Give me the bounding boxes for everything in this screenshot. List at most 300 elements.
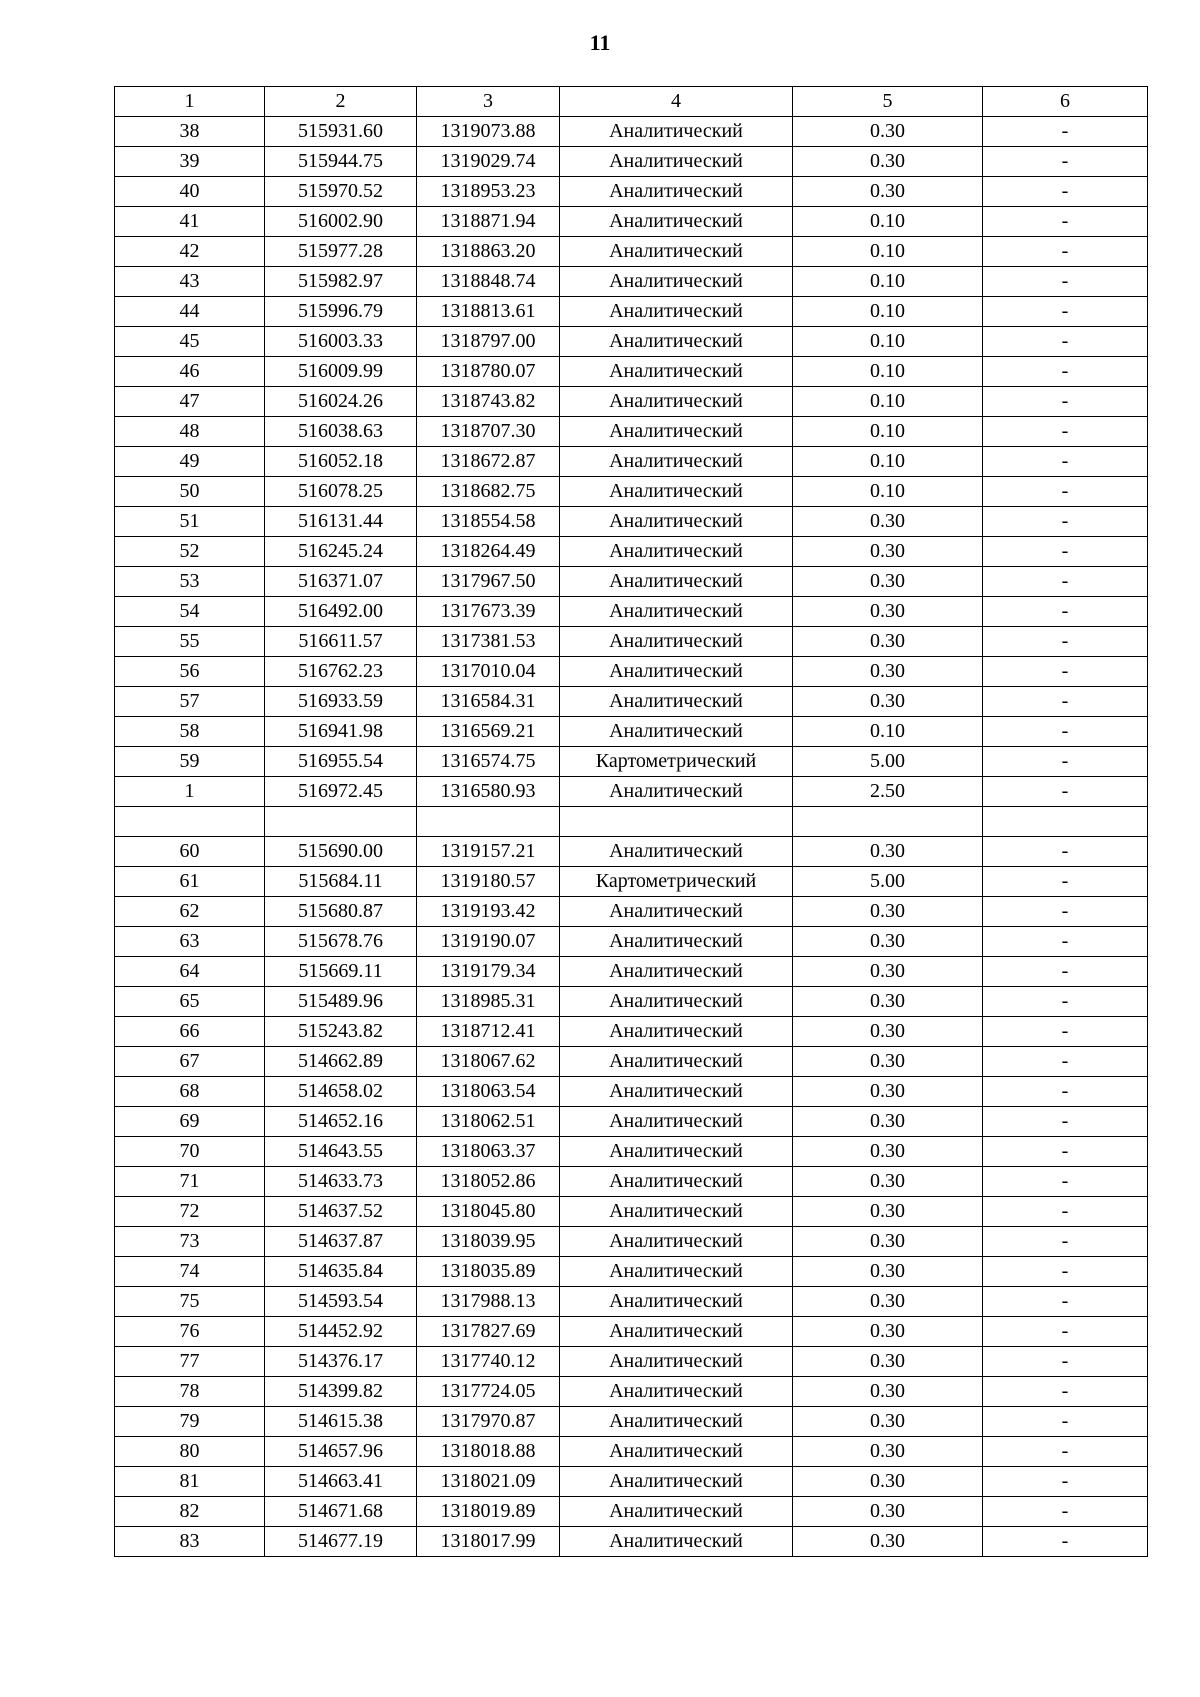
cell-x-coordinate: 514615.38 <box>265 1407 417 1437</box>
cell-y-coordinate: 1318797.00 <box>417 327 560 357</box>
cell-x-coordinate: 514637.87 <box>265 1227 417 1257</box>
cell-accuracy: 0.30 <box>793 657 983 687</box>
cell-note: - <box>983 1227 1148 1257</box>
cell-accuracy: 0.10 <box>793 237 983 267</box>
table-row <box>115 927 1148 957</box>
cell-point-number: 39 <box>115 147 265 177</box>
cell-y-coordinate: 1318682.75 <box>417 477 560 507</box>
cell-note: - <box>983 177 1148 207</box>
cell-x-coordinate: 516245.24 <box>265 537 417 567</box>
cell-note: - <box>983 567 1148 597</box>
cell-note: - <box>983 1017 1148 1047</box>
table-row <box>115 507 1148 537</box>
cell-point-number: 80 <box>115 1437 265 1467</box>
cell-y-coordinate <box>417 807 560 837</box>
cell-x-coordinate: 516009.99 <box>265 357 417 387</box>
table-row <box>115 1077 1148 1107</box>
cell-x-coordinate: 514677.19 <box>265 1527 417 1557</box>
cell-point-number: 81 <box>115 1467 265 1497</box>
cell-y-coordinate: 1318848.74 <box>417 267 560 297</box>
cell-point-number: 61 <box>115 867 265 897</box>
cell-x-coordinate: 516131.44 <box>265 507 417 537</box>
cell-note: - <box>983 117 1148 147</box>
cell-x-coordinate: 515977.28 <box>265 237 417 267</box>
table-row <box>115 687 1148 717</box>
cell-note: - <box>983 267 1148 297</box>
cell-x-coordinate: 514635.84 <box>265 1257 417 1287</box>
cell-note: - <box>983 1527 1148 1557</box>
cell-method: Аналитический <box>560 1497 793 1527</box>
cell-accuracy: 0.30 <box>793 597 983 627</box>
cell-x-coordinate <box>265 807 417 837</box>
cell-method: Аналитический <box>560 1017 793 1047</box>
cell-point-number: 78 <box>115 1377 265 1407</box>
cell-accuracy: 0.30 <box>793 957 983 987</box>
header-cell-6: 6 <box>983 87 1148 117</box>
cell-method: Аналитический <box>560 1467 793 1497</box>
cell-x-coordinate: 514593.54 <box>265 1287 417 1317</box>
cell-note: - <box>983 1437 1148 1467</box>
cell-x-coordinate: 514633.73 <box>265 1167 417 1197</box>
cell-y-coordinate: 1318067.62 <box>417 1047 560 1077</box>
cell-y-coordinate: 1316584.31 <box>417 687 560 717</box>
cell-y-coordinate: 1318863.20 <box>417 237 560 267</box>
cell-y-coordinate: 1316569.21 <box>417 717 560 747</box>
table-row <box>115 897 1148 927</box>
cell-accuracy: 0.30 <box>793 1197 983 1227</box>
table-row <box>115 1197 1148 1227</box>
table-row <box>115 957 1148 987</box>
cell-y-coordinate: 1317010.04 <box>417 657 560 687</box>
cell-accuracy: 0.30 <box>793 117 983 147</box>
cell-method: Аналитический <box>560 897 793 927</box>
cell-point-number: 75 <box>115 1287 265 1317</box>
cell-accuracy: 0.30 <box>793 1287 983 1317</box>
cell-y-coordinate: 1318871.94 <box>417 207 560 237</box>
cell-accuracy: 0.30 <box>793 1137 983 1167</box>
cell-method: Аналитический <box>560 957 793 987</box>
table-row <box>115 717 1148 747</box>
cell-x-coordinate: 515680.87 <box>265 897 417 927</box>
cell-accuracy: 0.30 <box>793 567 983 597</box>
cell-y-coordinate: 1317381.53 <box>417 627 560 657</box>
table-row <box>115 387 1148 417</box>
cell-y-coordinate: 1318039.95 <box>417 1227 560 1257</box>
table-row <box>115 267 1148 297</box>
cell-point-number: 54 <box>115 597 265 627</box>
cell-x-coordinate: 514399.82 <box>265 1377 417 1407</box>
cell-note: - <box>983 987 1148 1017</box>
cell-note: - <box>983 1107 1148 1137</box>
cell-x-coordinate: 516933.59 <box>265 687 417 717</box>
cell-x-coordinate: 514671.68 <box>265 1497 417 1527</box>
cell-note: - <box>983 657 1148 687</box>
cell-x-coordinate: 515982.97 <box>265 267 417 297</box>
cell-method <box>560 807 793 837</box>
cell-accuracy: 0.10 <box>793 267 983 297</box>
cell-accuracy: 0.10 <box>793 387 983 417</box>
cell-y-coordinate: 1318017.99 <box>417 1527 560 1557</box>
table-row <box>115 447 1148 477</box>
page-number: 11 <box>589 30 611 55</box>
header-cell-1: 1 <box>115 87 265 117</box>
table-row <box>115 777 1148 807</box>
table-row <box>115 867 1148 897</box>
cell-point-number: 71 <box>115 1167 265 1197</box>
cell-accuracy: 0.30 <box>793 1047 983 1077</box>
table-row <box>115 1527 1148 1557</box>
cell-accuracy: 0.30 <box>793 927 983 957</box>
cell-accuracy: 0.30 <box>793 1497 983 1527</box>
cell-method: Аналитический <box>560 837 793 867</box>
cell-x-coordinate: 516492.00 <box>265 597 417 627</box>
cell-note: - <box>983 417 1148 447</box>
cell-y-coordinate: 1316580.93 <box>417 777 560 807</box>
cell-method: Аналитический <box>560 1347 793 1377</box>
cell-method: Аналитический <box>560 627 793 657</box>
cell-method: Аналитический <box>560 1407 793 1437</box>
cell-point-number: 52 <box>115 537 265 567</box>
cell-method: Аналитический <box>560 1047 793 1077</box>
table-row <box>115 1347 1148 1377</box>
table-row <box>115 117 1148 147</box>
cell-method: Аналитический <box>560 1377 793 1407</box>
cell-point-number: 56 <box>115 657 265 687</box>
cell-note: - <box>983 627 1148 657</box>
cell-x-coordinate: 514376.17 <box>265 1347 417 1377</box>
cell-x-coordinate: 515931.60 <box>265 117 417 147</box>
table-row <box>115 237 1148 267</box>
cell-y-coordinate: 1318052.86 <box>417 1167 560 1197</box>
cell-method: Картометрический <box>560 867 793 897</box>
cell-note: - <box>983 777 1148 807</box>
cell-y-coordinate: 1318018.88 <box>417 1437 560 1467</box>
cell-point-number: 76 <box>115 1317 265 1347</box>
cell-note: - <box>983 747 1148 777</box>
cell-accuracy: 0.30 <box>793 1167 983 1197</box>
cell-note: - <box>983 1137 1148 1167</box>
cell-method: Аналитический <box>560 1107 793 1137</box>
table-row <box>115 837 1148 867</box>
cell-point-number: 59 <box>115 747 265 777</box>
cell-y-coordinate: 1319157.21 <box>417 837 560 867</box>
cell-point-number: 62 <box>115 897 265 927</box>
table-row <box>115 297 1148 327</box>
cell-note: - <box>983 537 1148 567</box>
table-row <box>115 537 1148 567</box>
cell-x-coordinate: 516003.33 <box>265 327 417 357</box>
cell-point-number: 69 <box>115 1107 265 1137</box>
cell-note: - <box>983 1497 1148 1527</box>
coordinates-table <box>114 86 1148 1557</box>
cell-accuracy: 5.00 <box>793 747 983 777</box>
cell-method: Аналитический <box>560 177 793 207</box>
cell-y-coordinate: 1318953.23 <box>417 177 560 207</box>
cell-point-number: 50 <box>115 477 265 507</box>
cell-x-coordinate: 515944.75 <box>265 147 417 177</box>
cell-note: - <box>983 327 1148 357</box>
table-row <box>115 1227 1148 1257</box>
cell-note: - <box>983 1467 1148 1497</box>
cell-method: Аналитический <box>560 507 793 537</box>
cell-point-number: 77 <box>115 1347 265 1377</box>
table-row <box>115 1167 1148 1197</box>
cell-note: - <box>983 1077 1148 1107</box>
table-row <box>115 1137 1148 1167</box>
cell-note: - <box>983 387 1148 417</box>
cell-point-number: 82 <box>115 1497 265 1527</box>
table-row <box>115 627 1148 657</box>
cell-accuracy: 0.30 <box>793 1527 983 1557</box>
cell-y-coordinate: 1318264.49 <box>417 537 560 567</box>
cell-y-coordinate: 1318672.87 <box>417 447 560 477</box>
cell-x-coordinate: 515996.79 <box>265 297 417 327</box>
cell-note: - <box>983 477 1148 507</box>
header-cell-3: 3 <box>417 87 560 117</box>
cell-point-number: 48 <box>115 417 265 447</box>
cell-method: Картометрический <box>560 747 793 777</box>
cell-y-coordinate: 1318554.58 <box>417 507 560 537</box>
cell-y-coordinate: 1318035.89 <box>417 1257 560 1287</box>
table-row <box>115 597 1148 627</box>
cell-point-number: 65 <box>115 987 265 1017</box>
cell-point-number: 57 <box>115 687 265 717</box>
cell-accuracy: 0.10 <box>793 417 983 447</box>
cell-method: Аналитический <box>560 357 793 387</box>
table-row <box>115 1437 1148 1467</box>
cell-x-coordinate: 515684.11 <box>265 867 417 897</box>
cell-method: Аналитический <box>560 297 793 327</box>
cell-note: - <box>983 717 1148 747</box>
cell-accuracy: 0.30 <box>793 627 983 657</box>
cell-method: Аналитический <box>560 237 793 267</box>
cell-method: Аналитический <box>560 1137 793 1167</box>
cell-accuracy: 0.10 <box>793 327 983 357</box>
table-row <box>115 987 1148 1017</box>
cell-method: Аналитический <box>560 657 793 687</box>
cell-x-coordinate: 516611.57 <box>265 627 417 657</box>
cell-accuracy: 0.30 <box>793 1377 983 1407</box>
cell-y-coordinate: 1318780.07 <box>417 357 560 387</box>
cell-point-number <box>115 807 265 837</box>
table-row <box>115 207 1148 237</box>
cell-x-coordinate: 516052.18 <box>265 447 417 477</box>
cell-method: Аналитический <box>560 537 793 567</box>
cell-point-number: 46 <box>115 357 265 387</box>
cell-method: Аналитический <box>560 1077 793 1107</box>
cell-y-coordinate: 1318712.41 <box>417 1017 560 1047</box>
cell-y-coordinate: 1318743.82 <box>417 387 560 417</box>
cell-y-coordinate: 1317970.87 <box>417 1407 560 1437</box>
cell-accuracy: 0.30 <box>793 1347 983 1377</box>
cell-x-coordinate: 516024.26 <box>265 387 417 417</box>
table-row <box>115 1497 1148 1527</box>
cell-y-coordinate: 1318985.31 <box>417 987 560 1017</box>
table-row <box>115 1257 1148 1287</box>
table-row <box>115 1467 1148 1497</box>
cell-note: - <box>983 1377 1148 1407</box>
cell-method: Аналитический <box>560 927 793 957</box>
cell-accuracy: 0.30 <box>793 537 983 567</box>
cell-x-coordinate: 516078.25 <box>265 477 417 507</box>
cell-y-coordinate: 1318062.51 <box>417 1107 560 1137</box>
cell-method: Аналитический <box>560 1227 793 1257</box>
table-row <box>115 657 1148 687</box>
table-row <box>115 357 1148 387</box>
cell-accuracy: 0.30 <box>793 837 983 867</box>
cell-x-coordinate: 516371.07 <box>265 567 417 597</box>
cell-point-number: 42 <box>115 237 265 267</box>
cell-note: - <box>983 957 1148 987</box>
cell-accuracy: 0.30 <box>793 1017 983 1047</box>
table-row <box>115 1017 1148 1047</box>
cell-x-coordinate: 514643.55 <box>265 1137 417 1167</box>
table-row <box>115 147 1148 177</box>
cell-note: - <box>983 357 1148 387</box>
cell-accuracy: 0.30 <box>793 987 983 1017</box>
cell-x-coordinate: 515489.96 <box>265 987 417 1017</box>
cell-accuracy: 0.10 <box>793 207 983 237</box>
cell-y-coordinate: 1318707.30 <box>417 417 560 447</box>
cell-x-coordinate: 516038.63 <box>265 417 417 447</box>
cell-point-number: 73 <box>115 1227 265 1257</box>
cell-point-number: 44 <box>115 297 265 327</box>
cell-accuracy: 5.00 <box>793 867 983 897</box>
header-cell-4: 4 <box>560 87 793 117</box>
cell-y-coordinate: 1319193.42 <box>417 897 560 927</box>
cell-y-coordinate: 1318813.61 <box>417 297 560 327</box>
cell-point-number: 1 <box>115 777 265 807</box>
cell-y-coordinate: 1317740.12 <box>417 1347 560 1377</box>
cell-y-coordinate: 1319029.74 <box>417 147 560 177</box>
cell-note: - <box>983 207 1148 237</box>
cell-point-number: 47 <box>115 387 265 417</box>
cell-y-coordinate: 1318021.09 <box>417 1467 560 1497</box>
header-cell-5: 5 <box>793 87 983 117</box>
cell-method: Аналитический <box>560 417 793 447</box>
cell-accuracy: 0.10 <box>793 357 983 387</box>
cell-y-coordinate: 1319190.07 <box>417 927 560 957</box>
cell-y-coordinate: 1317827.69 <box>417 1317 560 1347</box>
table-row <box>115 747 1148 777</box>
cell-method: Аналитический <box>560 447 793 477</box>
table-row <box>115 327 1148 357</box>
cell-note: - <box>983 147 1148 177</box>
cell-y-coordinate: 1316574.75 <box>417 747 560 777</box>
cell-note: - <box>983 1317 1148 1347</box>
table-row <box>115 567 1148 597</box>
cell-note: - <box>983 597 1148 627</box>
cell-method: Аналитический <box>560 1287 793 1317</box>
cell-point-number: 72 <box>115 1197 265 1227</box>
cell-x-coordinate: 515690.00 <box>265 837 417 867</box>
cell-x-coordinate: 514657.96 <box>265 1437 417 1467</box>
cell-y-coordinate: 1319073.88 <box>417 117 560 147</box>
cell-y-coordinate: 1318045.80 <box>417 1197 560 1227</box>
cell-accuracy: 0.30 <box>793 177 983 207</box>
cell-y-coordinate: 1318063.37 <box>417 1137 560 1167</box>
table-row <box>115 1287 1148 1317</box>
cell-x-coordinate: 516002.90 <box>265 207 417 237</box>
cell-y-coordinate: 1317967.50 <box>417 567 560 597</box>
cell-point-number: 67 <box>115 1047 265 1077</box>
table-row <box>115 1107 1148 1137</box>
cell-note: - <box>983 1167 1148 1197</box>
cell-note: - <box>983 1407 1148 1437</box>
cell-x-coordinate: 514652.16 <box>265 1107 417 1137</box>
cell-point-number: 38 <box>115 117 265 147</box>
cell-x-coordinate: 514662.89 <box>265 1047 417 1077</box>
cell-method: Аналитический <box>560 987 793 1017</box>
table-row <box>115 1047 1148 1077</box>
cell-method: Аналитический <box>560 267 793 297</box>
cell-x-coordinate: 515678.76 <box>265 927 417 957</box>
cell-method: Аналитический <box>560 1167 793 1197</box>
cell-method: Аналитический <box>560 567 793 597</box>
cell-method: Аналитический <box>560 1527 793 1557</box>
cell-point-number: 70 <box>115 1137 265 1167</box>
cell-accuracy: 0.10 <box>793 297 983 327</box>
cell-point-number: 83 <box>115 1527 265 1557</box>
cell-point-number: 53 <box>115 567 265 597</box>
cell-x-coordinate: 515243.82 <box>265 1017 417 1047</box>
cell-point-number: 60 <box>115 837 265 867</box>
cell-accuracy: 0.30 <box>793 897 983 927</box>
cell-x-coordinate: 516941.98 <box>265 717 417 747</box>
cell-point-number: 49 <box>115 447 265 477</box>
cell-x-coordinate: 516762.23 <box>265 657 417 687</box>
cell-accuracy: 0.30 <box>793 1407 983 1437</box>
cell-note: - <box>983 837 1148 867</box>
cell-note: - <box>983 867 1148 897</box>
table-row <box>115 417 1148 447</box>
cell-point-number: 40 <box>115 177 265 207</box>
cell-x-coordinate: 514452.92 <box>265 1317 417 1347</box>
cell-y-coordinate: 1317988.13 <box>417 1287 560 1317</box>
cell-x-coordinate: 516955.54 <box>265 747 417 777</box>
cell-note: - <box>983 897 1148 927</box>
cell-point-number: 55 <box>115 627 265 657</box>
cell-method: Аналитический <box>560 597 793 627</box>
cell-note: - <box>983 687 1148 717</box>
cell-point-number: 79 <box>115 1407 265 1437</box>
cell-note: - <box>983 507 1148 537</box>
table-body <box>115 117 1148 1557</box>
cell-method: Аналитический <box>560 717 793 747</box>
cell-note: - <box>983 447 1148 477</box>
table-row <box>115 1377 1148 1407</box>
cell-point-number: 58 <box>115 717 265 747</box>
cell-accuracy <box>793 807 983 837</box>
cell-accuracy: 0.30 <box>793 687 983 717</box>
table-row <box>115 177 1148 207</box>
cell-method: Аналитический <box>560 1197 793 1227</box>
cell-note: - <box>983 1257 1148 1287</box>
cell-accuracy: 0.10 <box>793 477 983 507</box>
cell-point-number: 45 <box>115 327 265 357</box>
cell-method: Аналитический <box>560 777 793 807</box>
cell-accuracy: 0.30 <box>793 1077 983 1107</box>
cell-accuracy: 0.30 <box>793 1257 983 1287</box>
cell-point-number: 43 <box>115 267 265 297</box>
cell-accuracy: 0.30 <box>793 507 983 537</box>
cell-method: Аналитический <box>560 327 793 357</box>
cell-point-number: 51 <box>115 507 265 537</box>
cell-y-coordinate: 1319180.57 <box>417 867 560 897</box>
cell-accuracy: 0.30 <box>793 1437 983 1467</box>
cell-point-number: 41 <box>115 207 265 237</box>
cell-method: Аналитический <box>560 387 793 417</box>
